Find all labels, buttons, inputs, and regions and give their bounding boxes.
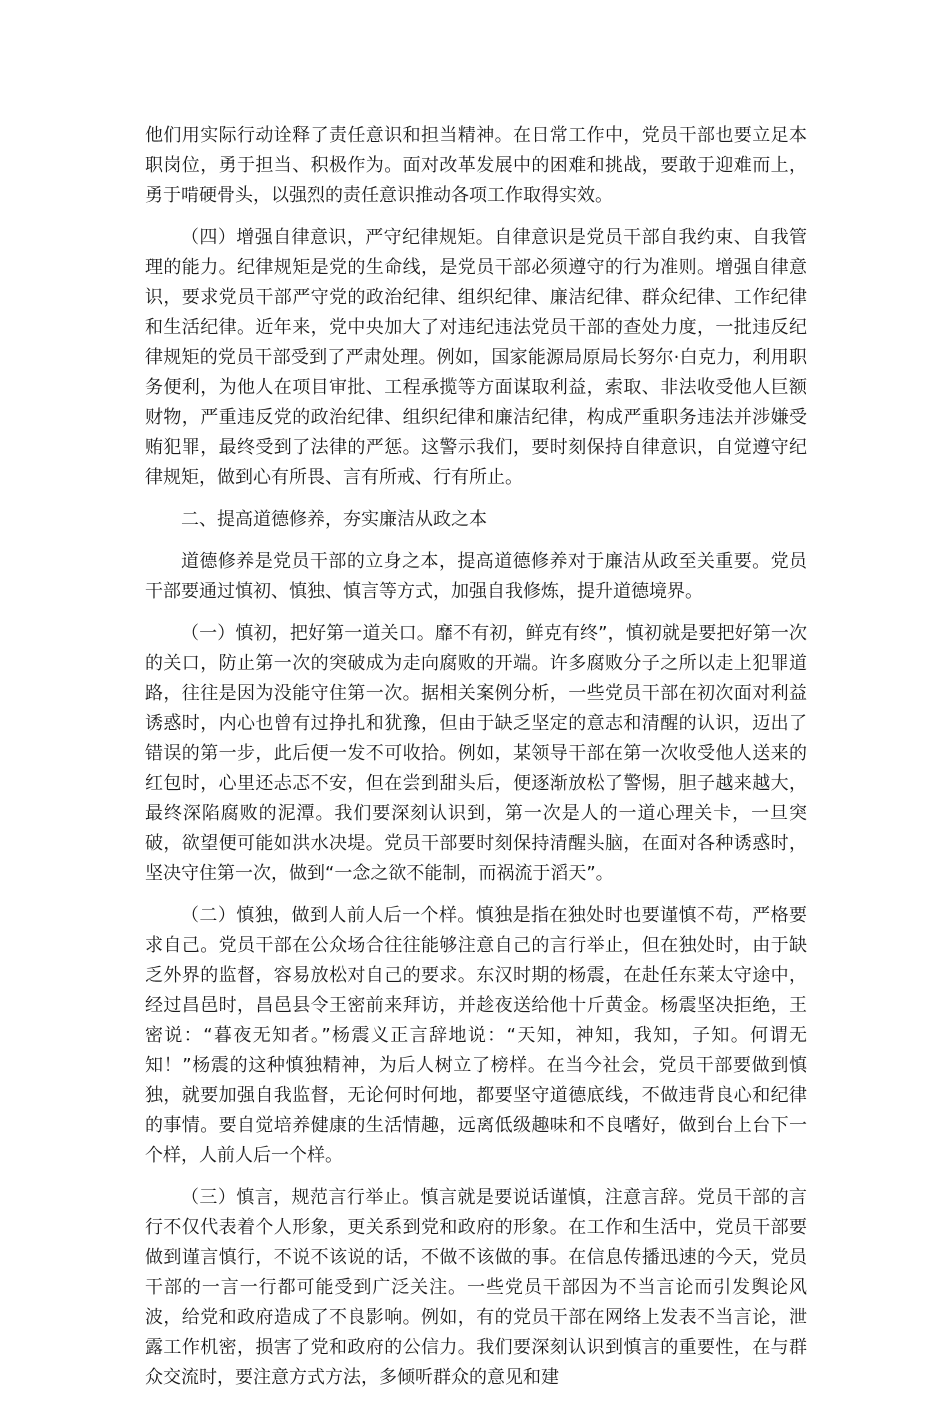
paragraph-shen-du: （二）慎独，做到人前人后一个样。慎独是指在独处时也要谨慎不苟，严格要求自己。党员干部在公众场合往往能够注意自己的言行举止，但在独处时，由于缺乏外界的监督，容易放松对自己的要求。东汉时期的杨震，在赴任东莱太守途中，经过昌邑时，昌邑县令王密前来拜访，并趁夜送给他十斤黄金。杨震坚决拒绝，王密说：“暮夜无知者。”杨震义正言辞地说：“天知，神知，我知，子知。何谓无知！”杨震的这种慎独精神，为后人树立了榜样。在当今社会，党员干部要做到慎独，就要加强自我监督，无论何时何地，都要坚守道德底线，不做违背良心和纪律的事情。要自觉培养健康的生活情趣，远离低级趣味和不良嗜好，做到台上台下一个样，人前人后一个样。 — [145, 905, 807, 1166]
paragraph-shen-chu: （一）慎初，把好第一道关口。靡不有初，鲜克有终”，慎初就是要把好第一次的关口，防止第一次的突破成为走向腐败的开端。许多腐败分子之所以走上犯罪道路，往往是因为没能守住第一次。据相关案例分析，一些党员干部在初次面对利益诱惑时，内心也曾有过挣扎和犹豫，但由于缺乏坚定的意志和清醒的认识，迈出了错误的第一步，此后便一发不可收拾。例如，某领导干部在第一次收受他人送来的红包时，心里还忐忑不安，但在尝到甜头后，便逐渐放松了警惕，胆子越来越大，最终深陷腐败的泥潭。我们要深刻认识到，第一次是人的一道心理关卡，一旦突破，欲望便可能如洪水决堤。党员干部要时刻保持清醒头脑，在面对各种诱惑时，坚决守住第一次，做到“一念之欲不能制，而祸流于滔天”。 — [145, 623, 807, 884]
document-body — [145, 121, 807, 1405]
paragraph-moral-intro: 道德修养是党员干部的立身之本，提高道德修养对于廉洁从政至关重要。党员干部要通过慎初、慎独、慎言等方式，加强自我修炼，提升道德境界。 — [145, 551, 807, 602]
paragraph-responsibility-continued: 他们用实际行动诠释了责任意识和担当精神。在日常工作中，党员干部也要立足本职岗位，勇于担当、积极作为。面对改革发展中的困难和挑战，要敢于迎难而上，勇于啃硬骨头，以强烈的责任意识推动各项工作取得实效。 — [145, 125, 807, 206]
paragraph-shen-yan: （三）慎言，规范言行举止。慎言就是要说话谨慎，注意言辞。党员干部的言行不仅代表着个人形象，更关系到党和政府的形象。在工作和生活中，党员干部要做到谨言慎行，不说不该说的话，不做不该做的事。在信息传播迅速的今天，党员干部的一言一行都可能受到广泛关注。一些党员干部因为不当言论而引发舆论风波，给党和政府造成了不良影响。例如，有的党员干部在网络上发表不当言论，泄露工作机密，损害了党和政府的公信力。我们要深刻认识到慎言的重要性，在与群众交流时，要注意方式方法，多倾听群众的意见和建 — [145, 1187, 807, 1388]
section-heading-moral-cultivation: 二、提高道德修养，夯实廉洁从政之本 — [181, 509, 487, 530]
paragraph-self-discipline: （四）增强自律意识，严守纪律规矩。自律意识是党员干部自我约束、自我管理的能力。纪律规矩是党的生命线，是党员干部必须遵守的行为准则。增强自律意识，要求党员干部严守党的政治纪律、组织纪律、廉洁纪律、群众纪律、工作纪律和生活纪律。近年来，党中央加大了对违纪违法党员干部的查处力度，一批违反纪律规矩的党员干部受到了严肃处理。例如，国家能源局原局长努尔·白克力，利用职务便利，为他人在项目审批、工程承揽等方面谋取利益，索取、非法收受他人巨额财物，严重违反党的政治纪律、组织纪律和廉洁纪律，构成严重职务违法并涉嫌受贿犯罪，最终受到了法律的严惩。这警示我们，要时刻保持自律意识，自觉遵守纪律规矩，做到心有所畏、言有所戒、行有所止。 — [145, 227, 807, 488]
